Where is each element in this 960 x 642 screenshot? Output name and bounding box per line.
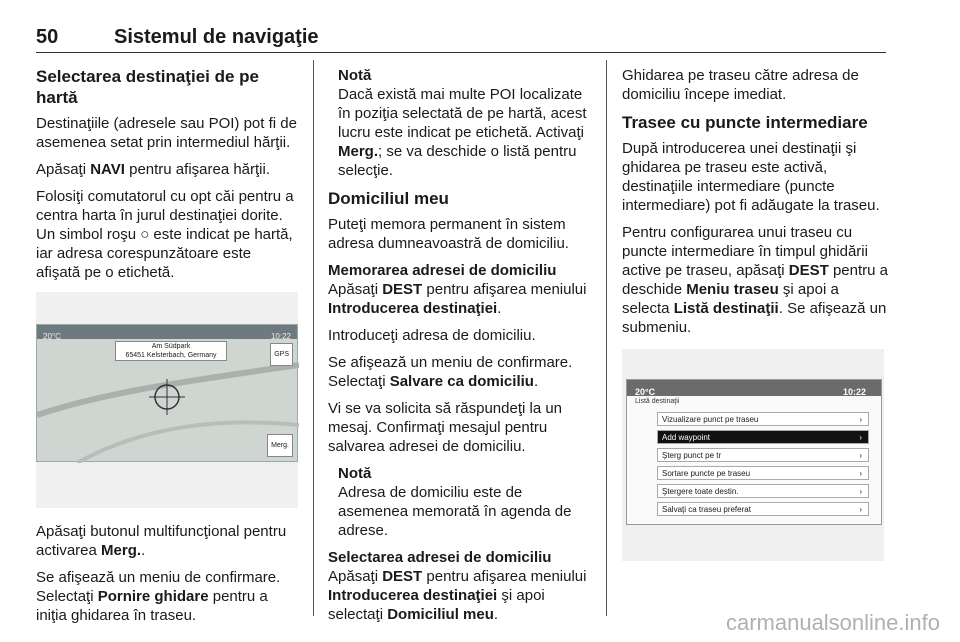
menu-item-selected[interactable]: Add waypoint › bbox=[657, 430, 869, 444]
menu-item[interactable]: Vizualizare punct pe traseu › bbox=[657, 412, 869, 426]
paragraph: Ghidarea pe traseu către adresa de domiciliu începe imediat. bbox=[622, 67, 859, 103]
map-figure bbox=[36, 292, 298, 508]
destination-list-screen bbox=[626, 379, 882, 525]
section-heading: Trasee cu puncte intermediare bbox=[622, 113, 868, 132]
destination-list-figure bbox=[622, 349, 884, 561]
map-address-label: Am Südpark 65451 Kelsterbach, Germany bbox=[115, 341, 227, 361]
note-label: Notă bbox=[338, 465, 372, 482]
paragraph: Puteţi memora permanent în sistem adresa dumneavoastră de domiciliu. bbox=[328, 216, 569, 252]
map-status-bar: 20°C 10:22 bbox=[37, 325, 297, 339]
menu-item[interactable]: Şterg punct pe tr › bbox=[657, 448, 869, 462]
paragraph: După introducerea unei destinaţii şi ghidarea pe traseu este activă, destinaţiile intermediare (puncte intermediare) pot fi adăugate la traseu. bbox=[622, 140, 880, 214]
screen-status-bar: 20°C 10:22 bbox=[627, 380, 881, 396]
paragraph: Se afişează un meniu de confirmare. Selectaţi Pornire ghidare pentru a iniţia ghidarea în traseu. bbox=[36, 569, 281, 624]
paragraph: Vi se va solicita să răspundeţi la un mesaj. Confirmaţi mesajul pentru salvarea adresei de domiciliu. bbox=[328, 400, 563, 455]
map-screen bbox=[36, 324, 298, 462]
menu-item[interactable]: Sortare puncte pe traseu › bbox=[657, 466, 869, 480]
paragraph: Destinaţiile (adresele sau POI) pot fi de asemenea setat prin intermediul hărţii. bbox=[36, 115, 297, 151]
paragraph: Apăsaţi NAVI pentru afişarea hărţii. bbox=[36, 161, 271, 178]
watermark: carmanualsonline.info bbox=[725, 610, 940, 635]
note-label: Notă bbox=[338, 67, 372, 84]
subheading: Memorarea adresei de domiciliu bbox=[328, 262, 557, 279]
paragraph: Folosiţi comutatorul cu opt căi pentru a centra harta în jurul destinaţiei dorite. Un simbol roşu ○ este indicat pe hartă, iar adresa corespunzătoare este afişată pe o etichetă. bbox=[36, 188, 294, 281]
paragraph: Introduceţi adresa de domiciliu. bbox=[328, 327, 536, 344]
map-drawing bbox=[37, 325, 299, 463]
section-heading: Domiciliul meu bbox=[328, 189, 449, 208]
menu-item[interactable]: Salvaţi ca traseu preferat › bbox=[657, 502, 869, 516]
menu-item[interactable]: Ştergere toate destin. › bbox=[657, 484, 869, 498]
note-box: Notă Adresa de domiciliu este de asemenea memorată în agenda de adrese. bbox=[338, 464, 592, 540]
paragraph: Apăsaţi DEST pentru afişarea meniului Introducerea destinaţiei şi apoi selectaţi Domiciliul meu. bbox=[328, 568, 587, 623]
column-divider bbox=[313, 60, 314, 616]
column-divider bbox=[606, 60, 607, 616]
page-title: Sistemul de navigaţie bbox=[114, 26, 319, 48]
column-3 bbox=[622, 66, 890, 561]
gps-button[interactable]: GPS bbox=[270, 343, 293, 366]
paragraph: Apăsaţi DEST pentru afişarea meniului Introducerea destinaţiei. bbox=[328, 281, 587, 317]
column-2 bbox=[328, 66, 592, 632]
paragraph: Se afişează un meniu de confirmare. Selectaţi Salvare ca domiciliu. bbox=[328, 354, 573, 390]
screen-subtitle: Listă destinaţii bbox=[635, 398, 680, 405]
section-heading: Selectarea destinaţiei de pe hartă bbox=[36, 67, 259, 107]
subheading: Selectarea adresei de domiciliu bbox=[328, 549, 552, 566]
paragraph: Pentru configurarea unui traseu cu puncte intermediare în timpul ghidării active pe traseu, apăsaţi DEST pentru a deschide Meniu traseu şi apoi a selecta Listă destinaţii. Se afişează un submeniu. bbox=[622, 224, 888, 336]
page-number: 50 bbox=[36, 26, 59, 48]
page-header bbox=[36, 22, 886, 53]
merg-button[interactable]: Merg. bbox=[267, 434, 293, 457]
column-1 bbox=[36, 66, 298, 633]
paragraph: Apăsaţi butonul multifuncţional pentru activarea Merg.. bbox=[36, 523, 287, 559]
note-box: Notă Dacă există mai multe POI localizate în poziţia selectată de pe hartă, acest lucru este indicat pe etichetă. Activaţi Merg.; se va deschide o listă pentru selecţie. bbox=[338, 66, 592, 180]
